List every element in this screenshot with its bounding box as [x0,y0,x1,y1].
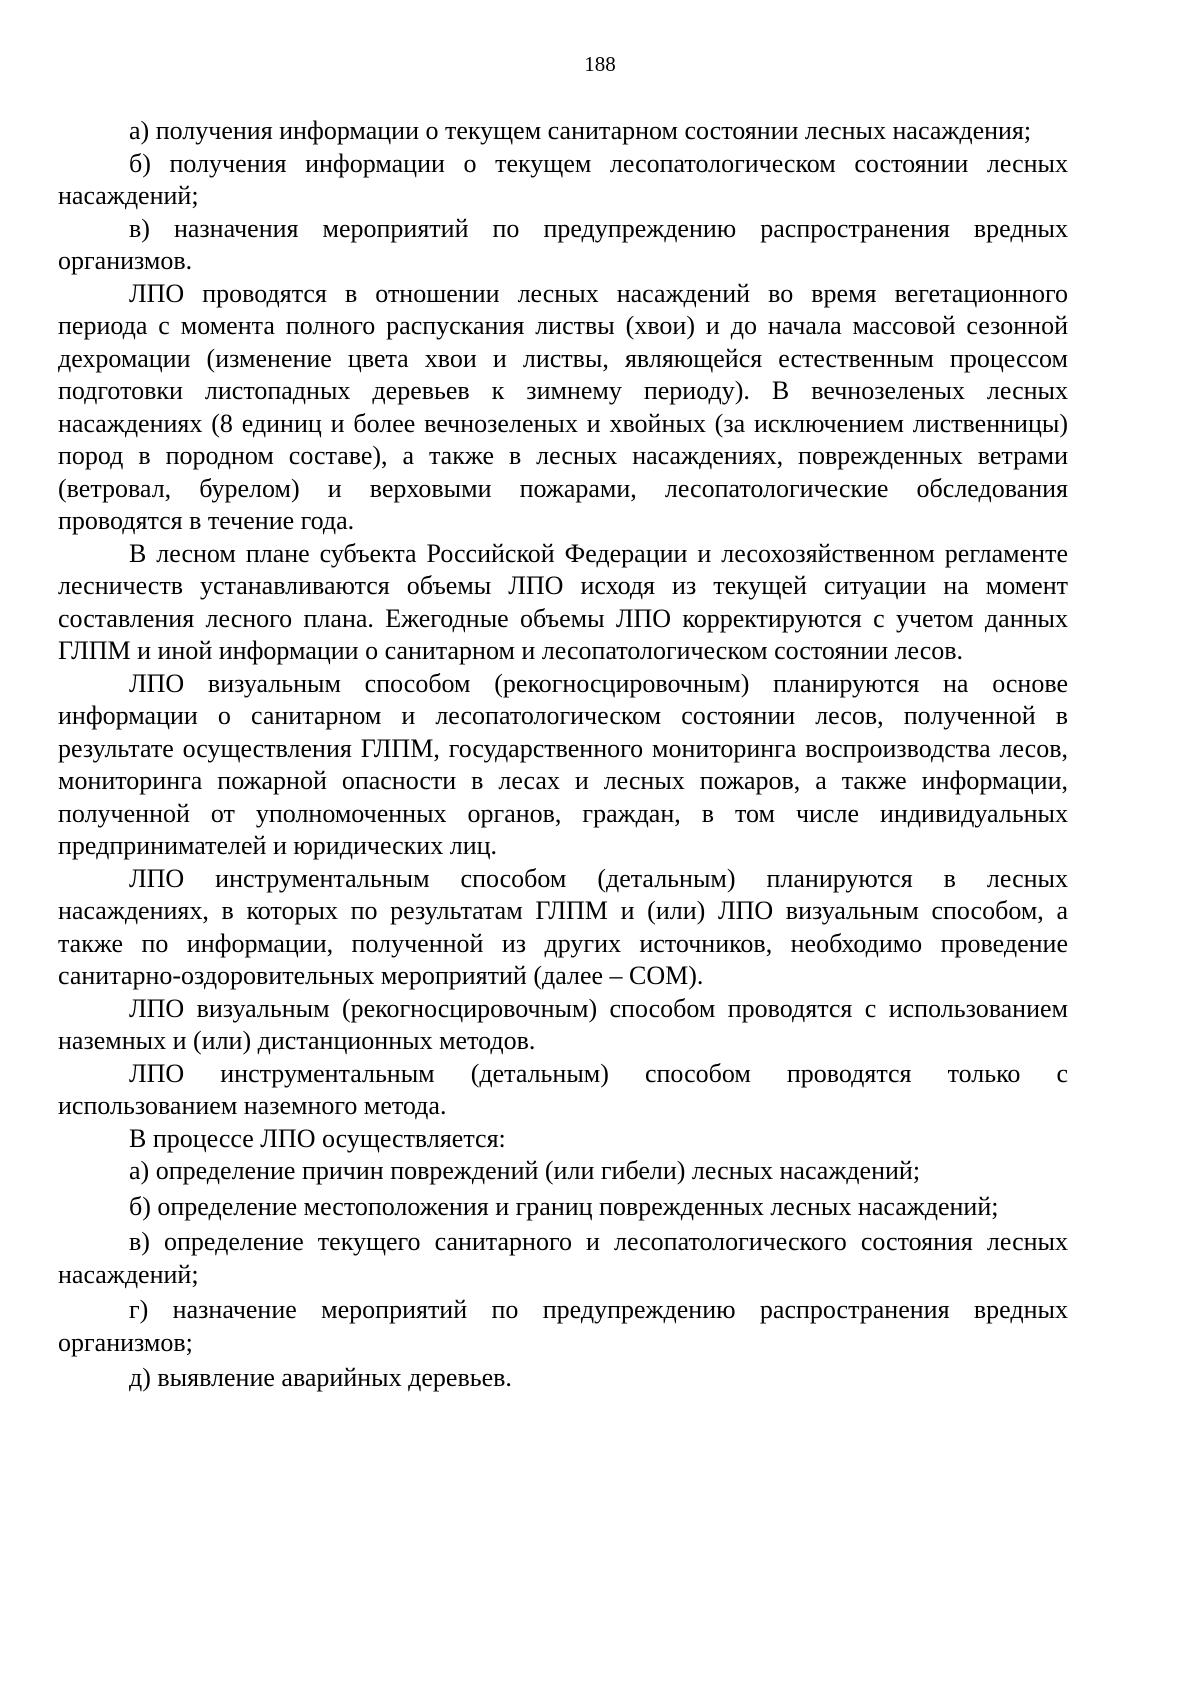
paragraph: в) назначения мероприятий по предупреждению распространения вредных организмов. [58,213,1068,275]
paragraph: ЛПО визуальным способом (рекогносцировочным) планируются на основе информации о санитарном и лесопатологическом состоянии лесов, полученной в результате осуществления ГЛПМ, государственного мониторинга воспроизводства лесов, мониторинга пожарной опасности в лесах и лесных пожаров, а также информации, полученной от уполномоченных органов, граждан, в том числе индивидуальных предпринимателей и юридических лиц. [58,668,1068,860]
list-item: в) определение текущего санитарного и лесопатологического состояния лесных насаждений; [58,1227,1068,1289]
paragraph: ЛПО инструментальным способом (детальным) планируются в лесных насаждениях, в которых по результатам ГЛПМ и (или) ЛПО визуальным способом, а также по информации, полученной из других источников, необходимо проведение санитарно-оздоровительных мероприятий (далее – СОМ). [58,863,1068,990]
paragraph: В процессе ЛПО осуществляется: [129,1123,506,1153]
list-item: г) назначение мероприятий по предупреждению распространения вредных организмов; [58,1295,1068,1357]
list-item: б) определение местоположения и границ поврежденных лесных насаждений; [129,1191,999,1221]
paragraph: а) получения информации о текущем санитарном состоянии лесных насаждения; [129,116,1032,145]
paragraph: б) получения информации о текущем лесопатологическом состоянии лесных насаждений; [58,148,1068,210]
paragraph: ЛПО инструментальным (детальным) способом проводятся только с использованием наземного метода. [58,1058,1068,1120]
list-item: а) определение причин повреждений (или гибели) лесных насаждений; [129,1156,921,1185]
paragraph: В лесном плане субъекта Российской Федерации и лесохозяйственном регламенте лесничеств устанавливаются объемы ЛПО исходя из текущей ситуации на момент составления лесного плана. Ежегодные объемы ЛПО корректируются с учетом данных ГЛПМ и иной информации о санитарном и лесопатологическом состоянии лесов. [58,538,1068,665]
paragraph: ЛПО проводятся в отношении лесных насаждений во время вегетационного периода с момента полного распускания листвы (хвои) и до начала массовой сезонной дехромации (изменение цвета хвои и листвы, являющейся естественным процессом подготовки листопадных деревьев к зимнему периоду). В вечнозеленых лесных насаждениях (8 единиц и более вечнозеленых и хвойных (за исключением лиственницы) пород в породном составе), а также в лесных насаждениях, поврежденных ветрами (ветровал, бурелом) и верховыми пожарами, лесопатологические обследования проводятся в течение года. [58,278,1068,535]
page-number: 188 [584,52,616,76]
document-body [58,115,1068,1395]
paragraph: ЛПО визуальным (рекогносцировочным) способом проводятся с использованием наземных и (или) дистанционных методов. [58,993,1068,1055]
list-item: д) выявление аварийных деревьев. [129,1363,512,1392]
